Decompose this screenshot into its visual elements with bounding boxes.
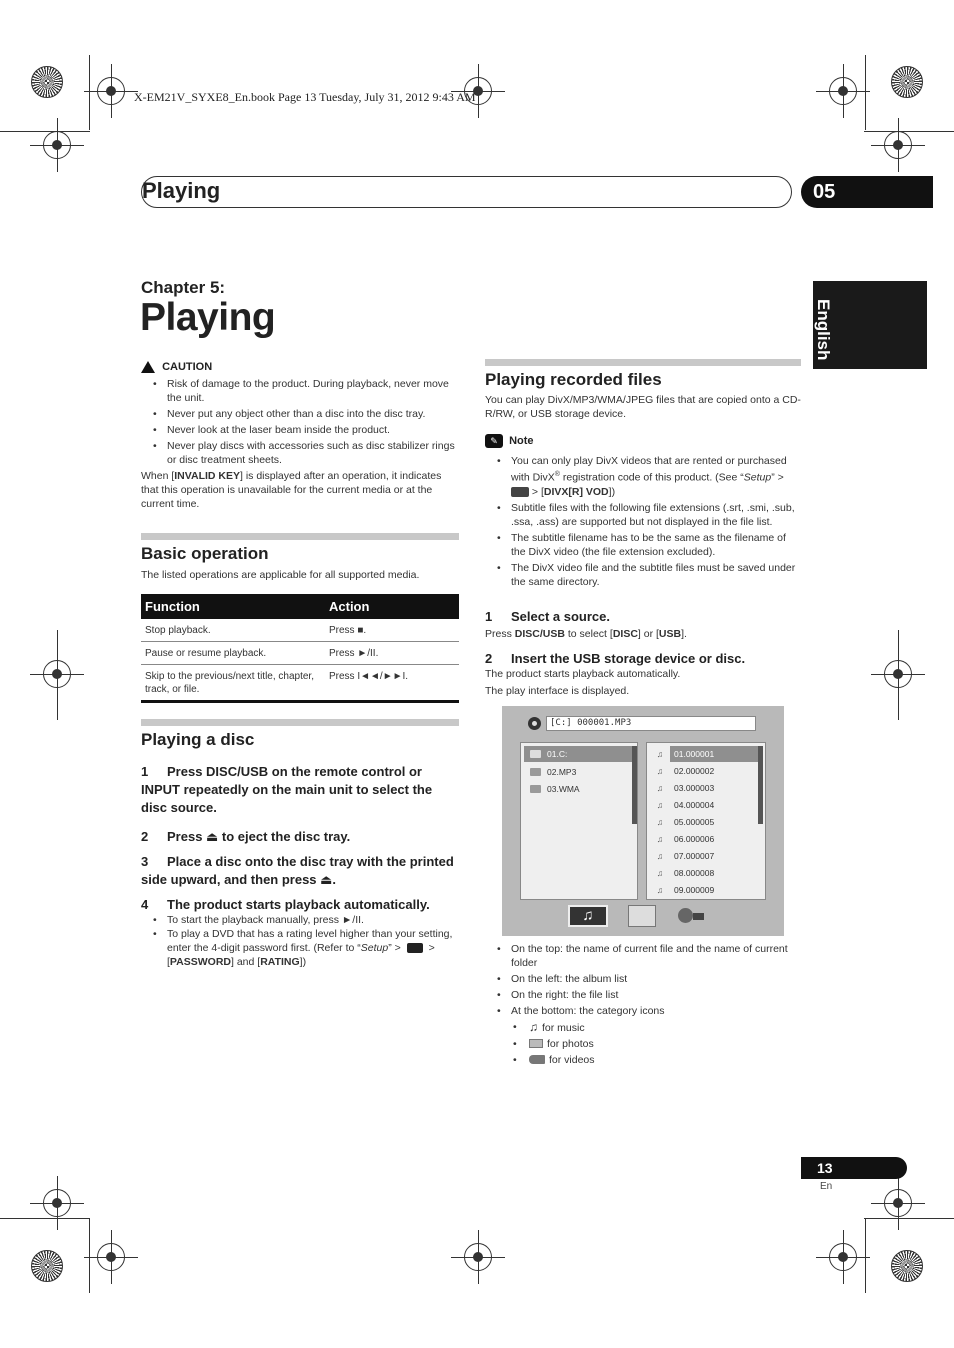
key-name: PASSWORD [169, 956, 231, 968]
list-item [485, 1037, 803, 1051]
step-1 [141, 763, 459, 817]
table-cell: Press ■. [325, 619, 459, 642]
rec-step-1 [485, 608, 610, 626]
key-name: INVALID KEY [174, 470, 240, 483]
header-bar [141, 176, 792, 208]
file-name: 03.000003 [674, 783, 715, 793]
music-note-icon: ♫ [656, 817, 664, 827]
text: ” > [771, 471, 784, 484]
header-title: Playing [142, 178, 221, 203]
text: When [ [141, 470, 175, 483]
step-number: 4 [141, 897, 149, 912]
list-item [650, 865, 758, 881]
text: for photos [547, 1038, 594, 1050]
registration-mark-icon [829, 77, 857, 105]
rec-step-2-detail-1: The product starts playback automatically. [485, 668, 681, 680]
registration-mark-icon [43, 1189, 71, 1217]
text: To play a DVD that has a rating level higher than your setting, enter the 4-digit password first. (Refer to “ [167, 928, 453, 954]
step-text: Insert the USB storage device or disc. [511, 651, 746, 666]
list-item: • Subtitle files with the following file extensions (.srt, .smi, .sub, .ssa, .ass) are supported but not displayed in the file list. [485, 501, 803, 529]
registration-mark-icon [97, 1243, 125, 1271]
running-header: X-EM21V_SYXE8_En.book Page 13 Tuesday, July 31, 2012 9:43 AM [134, 90, 476, 104]
key-name: USB [658, 628, 682, 640]
file-name: 04.000004 [674, 800, 715, 810]
key-name: DISC [612, 628, 638, 640]
file-name: 06.000006 [674, 834, 715, 844]
language-tab-label: English [814, 299, 833, 361]
music-category-icon: ♫ [568, 905, 608, 927]
section-divider [485, 359, 801, 366]
text: for videos [549, 1054, 595, 1066]
list-item [650, 814, 758, 830]
list-item [650, 882, 758, 898]
music-note-icon: ♫ [656, 834, 664, 844]
page-number: 13 [801, 1157, 907, 1179]
list-item [650, 831, 758, 847]
list-item: • Never put any object other than a disc into the disc tray. [141, 407, 461, 421]
file-name: 09.000009 [674, 885, 715, 895]
rec-step-2 [485, 650, 745, 668]
text: ® [554, 471, 560, 478]
photo-category-icon [628, 905, 656, 927]
album-name: 01.C: [547, 749, 568, 759]
step-number: 2 [141, 829, 149, 844]
chapter-title: Playing [140, 296, 276, 339]
text: Setup [360, 942, 389, 954]
note-icon: ✎ [485, 434, 503, 448]
section-divider [141, 533, 459, 540]
text: ] and [ [230, 956, 261, 968]
text: registration code of this product. (See “ [559, 471, 744, 484]
folder-icon [530, 750, 541, 758]
text: ] or [ [637, 628, 659, 640]
section-heading-recorded-files: Playing recorded files [485, 370, 662, 389]
file-name: 05.000005 [674, 817, 715, 827]
list-item: • Risk of damage to the product. During playback, never move the unit. [141, 377, 461, 405]
step-number: 1 [141, 764, 149, 779]
step-4 [141, 896, 459, 914]
step-2 [141, 828, 459, 846]
text: Setup [743, 471, 772, 484]
current-file-path: [C:] 000001.MP3 [546, 716, 756, 731]
table-cell: Press ►/II. [325, 642, 459, 665]
basic-operation-intro: The listed operations are applicable for all supported media. [141, 569, 420, 581]
list-item [650, 780, 758, 796]
table-cell: Pause or resume playback. [141, 642, 325, 665]
album-name: 02.MP3 [547, 767, 577, 777]
album-name: 03.WMA [547, 784, 580, 794]
list-item [485, 1020, 803, 1035]
registration-mark-icon [97, 77, 125, 105]
note-block [485, 434, 803, 589]
registration-burst-icon [891, 66, 923, 98]
list-item [650, 763, 758, 779]
rec-step-2-detail-2: The play interface is displayed. [485, 685, 630, 697]
list-item [485, 1053, 803, 1067]
list-item [650, 746, 758, 762]
file-list-panel [646, 742, 766, 900]
file-name: 01.000001 [674, 749, 715, 759]
registration-burst-icon [31, 66, 63, 98]
music-icon: ♫ [529, 1020, 538, 1034]
key-name: RATING [260, 956, 300, 968]
list-item: • To start the playback manually, press ►/II. [141, 913, 461, 927]
list-item [524, 781, 632, 797]
chapter-number-badge: 05 [801, 176, 933, 208]
table-header: Function [141, 594, 325, 619]
text: You can only play DivX videos that are rented or purchased with DivX [511, 455, 787, 484]
text: ” [388, 942, 392, 954]
text: > [ [529, 485, 544, 498]
list-item: • On the right: the file list [485, 988, 803, 1002]
list-item: • The DivX video file and the subtitle files must be saved under the same directory. [485, 561, 803, 589]
music-note-icon: ♫ [656, 885, 664, 895]
table-cell: Skip to the previous/next title, chapter, track, or file. [141, 665, 325, 702]
registration-mark-icon [829, 1243, 857, 1271]
note-heading: Note [509, 434, 534, 447]
function-table [141, 594, 459, 703]
table-row [141, 619, 459, 642]
registration-burst-icon [891, 1250, 923, 1282]
list-item: • At the bottom: the category icons [485, 1004, 803, 1018]
list-item: • Never play discs with accessories such as disc stabilizer rings or disc treatment sheets. [141, 439, 461, 467]
recorded-files-intro: You can play DivX/MP3/WMA/JPEG files that are copied onto a CD-R/RW, or USB storage device. [485, 394, 801, 420]
registration-mark-icon [43, 131, 71, 159]
chapter-label: Chapter 5: [141, 278, 226, 297]
text: ] is displayed after an operation, it indicates that this operation is unavailable for the current media or at the current time. [141, 470, 442, 511]
caution-heading: CAUTION [162, 361, 213, 373]
scrollbar [758, 746, 763, 824]
music-note-icon: ♫ [656, 851, 664, 861]
album-list-panel [520, 742, 638, 900]
video-icon [529, 1055, 545, 1064]
folder-icon [530, 768, 541, 776]
registration-mark-icon [464, 1243, 492, 1271]
step-4-details [141, 913, 461, 969]
text: for music [542, 1022, 585, 1034]
video-category-icon [676, 905, 706, 927]
file-name: 08.000008 [674, 868, 715, 878]
table-header: Action [325, 594, 459, 619]
table-cell: Stop playback. [141, 619, 325, 642]
registration-mark-icon [884, 1189, 912, 1217]
step-text: The product starts playback automatically. [167, 897, 430, 912]
music-note-icon: ♫ [656, 800, 664, 810]
text: ]) [299, 956, 307, 968]
table-row [141, 665, 459, 702]
step-number: 3 [141, 854, 149, 869]
text: to select [ [564, 628, 613, 640]
caution-icon [141, 361, 155, 373]
step-text: Press ⏏ to eject the disc tray. [167, 829, 351, 844]
scrollbar [632, 746, 637, 824]
key-name: DIVX[R] VOD [543, 485, 609, 498]
language-tab [813, 281, 927, 369]
list-item [485, 454, 803, 499]
step-text: Place a disc onto the disc tray with the printed side upward, and then press ⏏. [141, 854, 454, 887]
caution-block [141, 361, 461, 511]
list-item: • On the top: the name of current file and the name of current folder [485, 942, 803, 970]
text: > [ [167, 942, 435, 968]
disc-icon [528, 717, 541, 730]
list-item [524, 746, 632, 762]
list-item [650, 797, 758, 813]
list-item: • Never look at the laser beam inside the product. [141, 423, 461, 437]
setup-display-icon [407, 943, 423, 953]
rec-step-1-detail [485, 627, 687, 641]
file-name: 02.000002 [674, 766, 715, 776]
page-language: En [820, 1181, 833, 1192]
key-name: DISC/USB [514, 628, 565, 640]
list-item [650, 848, 758, 864]
table-row [141, 642, 459, 665]
text: ]. [681, 628, 687, 640]
play-interface-screenshot [502, 706, 784, 936]
section-heading-basic-operation: Basic operation [141, 544, 269, 563]
step-number: 1 [485, 609, 493, 624]
music-note-icon: ♫ [656, 783, 664, 793]
music-note-icon: ♫ [656, 868, 664, 878]
photo-icon [529, 1039, 543, 1048]
step-text: Press DISC/USB on the remote control or INPUT repeatedly on the main unit to select the disc source. [141, 764, 433, 815]
section-divider [141, 719, 459, 726]
table-cell: Press I◄◄/►►I. [325, 665, 459, 702]
list-item: • The subtitle filename has to be the same as the filename of the DivX video (the file extension excluded). [485, 531, 803, 559]
text: ]) [608, 485, 616, 498]
section-heading-playing-disc: Playing a disc [141, 730, 255, 749]
registration-mark-icon [884, 131, 912, 159]
ui-notes [485, 942, 803, 1067]
text: Press [485, 628, 515, 640]
list-item [524, 764, 632, 780]
file-name: 07.000007 [674, 851, 715, 861]
list-item: • On the left: the album list [485, 972, 803, 986]
folder-icon [530, 785, 541, 793]
invalid-key-paragraph [141, 469, 461, 511]
music-note-icon: ♫ [656, 766, 664, 776]
registration-burst-icon [31, 1250, 63, 1282]
list-item: • To play a DVD that has a rating level higher than your setting, enter the 4-digit password first. (Refer to “Setup” > > [PASSWORD] and [RATING]) [141, 927, 461, 969]
step-text: Select a source. [511, 609, 610, 624]
music-note-icon: ♫ [650, 746, 670, 762]
step-3 [141, 853, 459, 889]
setup-user-icon [511, 487, 529, 497]
step-number: 2 [485, 651, 493, 666]
